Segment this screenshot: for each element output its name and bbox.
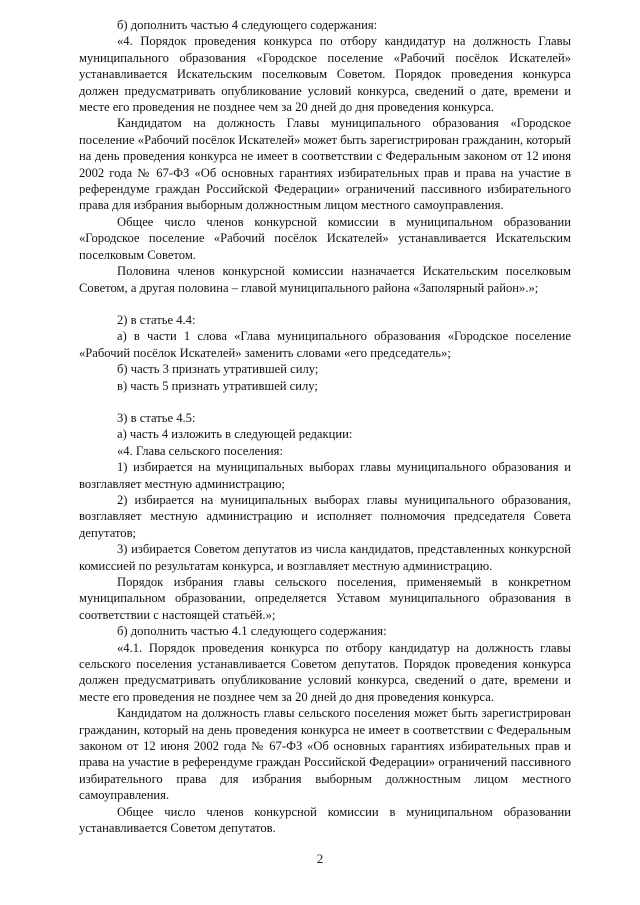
paragraph-4-5-a: а) часть 4 изложить в следующей редакции: bbox=[117, 427, 353, 442]
paragraph-commission-size: Общее число членов конкурсной комиссии в муниципальном образовании «Городское поселение «Рабочий посёлок Искателей» устанавливается Искательским поселковым Советом. bbox=[79, 214, 571, 262]
paragraph-commission-size-council: Общее число членов конкурсной комиссии в муниципальном образовании устанавливается Советом депутатов. bbox=[79, 804, 571, 836]
paragraph-part4-contest-procedure: «4. Порядок проведения конкурса по отбору кандидатур на должность Главы муниципального образования «Городское поселение «Рабочий посёлок Искателей» устанавливается Искательским поселковым Советом. Порядок проведения конкурса должен предусматривать опубликование условий конкурса, сведений о дате, времени и месте его проведения не позднее чем за 20 дней до дня проведения конкурса. bbox=[79, 34, 571, 115]
paragraph-part-4-1: «4.1. Порядок проведения конкурса по отбору кандидатур на должность главы сельского поселения устанавливается Советом депутатов. Порядок проведения конкурса должен предусматривать опубликование условий конкурса, сведений о дате, времени и месте его проведения не позднее чем за 20 дней до дня проведения конкурса. bbox=[79, 640, 571, 704]
paragraph-village-head-item-2: 2) избирается на муниципальных выборах главы муниципального образования, возглавляет местную администрацию и исполняет полномочия председателя Совета депутатов; bbox=[79, 492, 571, 540]
paragraph-village-head-item-1: 1) избирается на муниципальных выборах главы муниципального образования и возглавляет местную администрацию; bbox=[79, 460, 571, 491]
document-body bbox=[79, 17, 571, 837]
paragraph-4-5-b: б) дополнить частью 4.1 следующего содержания: bbox=[117, 624, 387, 639]
paragraph-election-procedure: Порядок избрания главы сельского поселения, применяемый в конкретном муниципальном образовании, определяется Уставом муниципального образования в соответствии с настоящей статьёй.»; bbox=[79, 575, 571, 622]
paragraph-village-head-item-3: 3) избирается Советом депутатов из числа кандидатов, представленных конкурсной комиссией по результатам конкурса, и возглавляет местную администрацию. bbox=[79, 542, 571, 573]
paragraph-4-4-a: а) в части 1 слова «Глава муниципального образования «Городское поселение «Рабочий посёлок Искателей» заменить словами «его председатель»; bbox=[79, 329, 571, 360]
paragraph-commission-half: Половина членов конкурсной комиссии назначается Искательским поселковым Советом, а другая половина – главой муниципального района «Заполярный район».»; bbox=[79, 264, 571, 295]
paragraph-4-4-c: в) часть 5 признать утратившей силу; bbox=[117, 378, 318, 393]
paragraph-4-4-b: б) часть 3 признать утратившей силу; bbox=[117, 362, 319, 377]
paragraph-article-4-5: 3) в статье 4.5: bbox=[117, 410, 196, 425]
paragraph-gap bbox=[79, 296, 571, 312]
paragraph-village-head-title: «4. Глава сельского поселения: bbox=[117, 443, 283, 458]
paragraph-candidate-village-head: Кандидатом на должность главы сельского поселения может быть зарегистрирован гражданин, который на день проведения конкурса не имеет в соответствии с Федеральным законом от 12 июня 2002 года № 67-ФЗ «Об основных гарантиях избирательных прав и права на участие в референдуме граждан Российской Федерации» ограничений пассивного избирательного права для избрания выборным должностным лицом местного самоуправления. bbox=[79, 706, 571, 803]
paragraph-gap bbox=[79, 394, 571, 410]
paragraph-amend-b-part4: б) дополнить частью 4 следующего содержания: bbox=[117, 18, 378, 32]
paragraph-article-4-4: 2) в статье 4.4: bbox=[117, 312, 196, 327]
paragraph-candidate-head: Кандидатом на должность Главы муниципального образования «Городское поселение «Рабочий посёлок Искателей» может быть зарегистрирован гражданин, который на день проведения конкурса не имеет в соответствии с Федеральным законом от 12 июня 2002 года № 67-ФЗ «Об основных гарантиях избирательных прав и права на участие в референдуме граждан Российской Федерации» ограничений пассивного избирательного права для избрания выборным должностным лицом местного самоуправления. bbox=[79, 116, 571, 213]
page-number: 2 bbox=[316, 851, 324, 866]
